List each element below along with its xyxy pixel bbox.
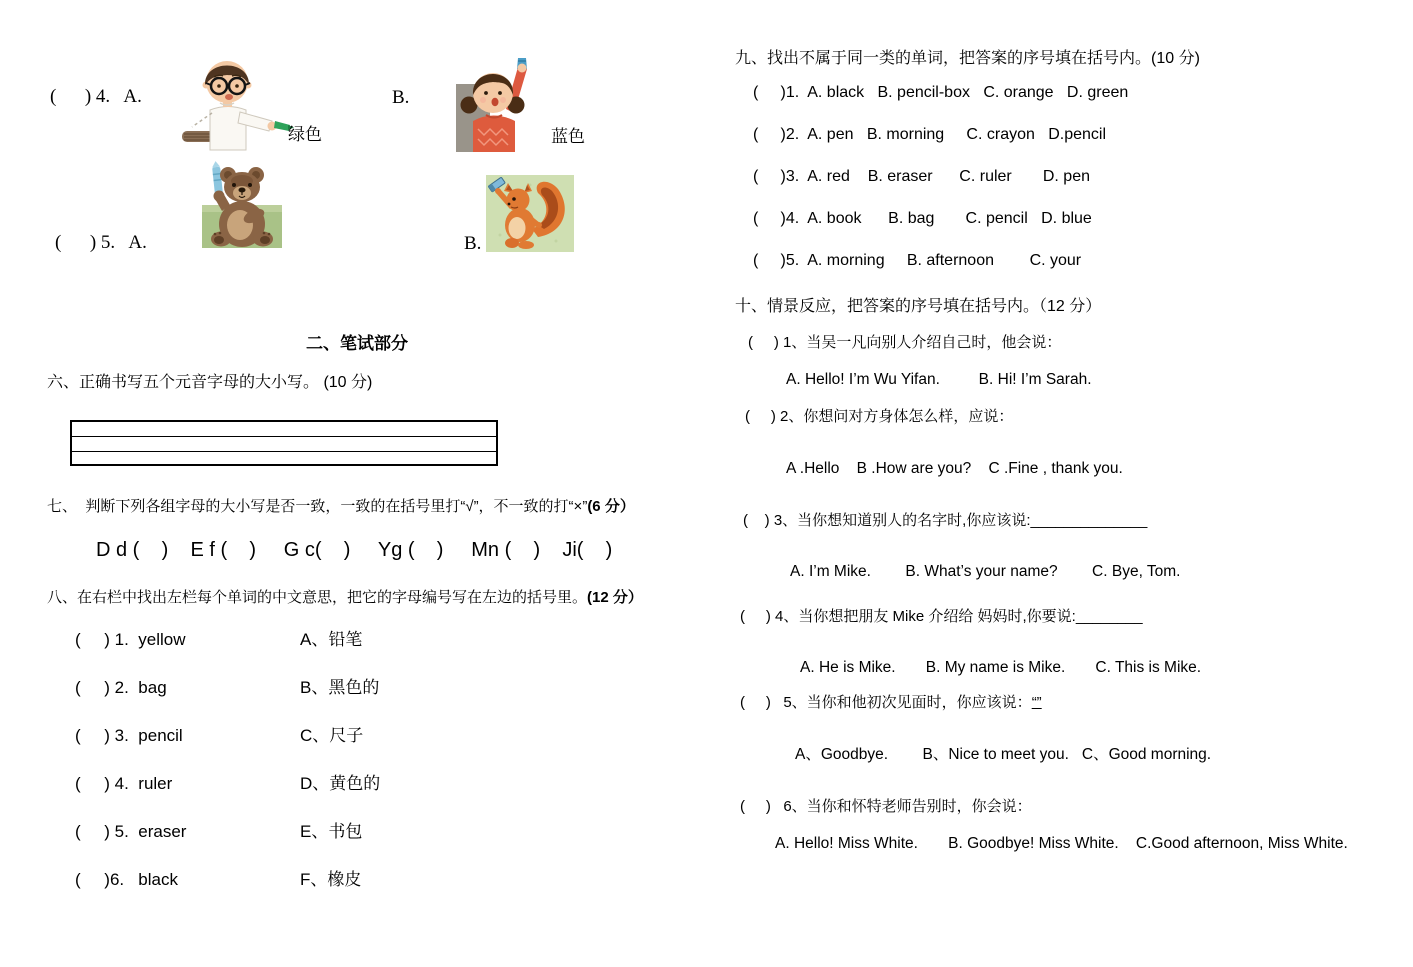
match-word-5: ( ) 5. eraser xyxy=(75,822,187,841)
match-row-1 xyxy=(75,625,362,650)
match-meaning-e: E、书包 xyxy=(300,822,363,841)
situation-q5-text: ( ) 5、当你和他初次见面时，你应该说： xyxy=(740,694,1032,711)
match-row-4 xyxy=(75,769,380,794)
writing-line-2 xyxy=(72,451,496,452)
section-10-header: 十、情景反应，把答案的序号填在括号内。（12 分） xyxy=(735,298,1102,315)
boy-illustration-svg xyxy=(180,53,295,153)
situation-q1: ( ) 1、当吴一凡向别人介绍自己时，他会说： xyxy=(748,334,1062,351)
match-meaning-b: B、黑色的 xyxy=(300,678,380,697)
handwriting-lines-box xyxy=(70,420,498,466)
listening-q5-option-b: B. xyxy=(464,233,482,254)
girl-blue-crayon-illustration xyxy=(456,57,550,152)
situation-q5-quote-blank: “” xyxy=(1031,694,1042,711)
situation-q2-options: A .Hello B .How are you? C .Fine , thank you. xyxy=(786,460,1123,477)
match-meaning-c: C、尺子 xyxy=(300,726,364,745)
match-row-6 xyxy=(75,865,361,890)
blue-color-label: 蓝色 xyxy=(551,127,585,146)
match-word-6: ( )6. black xyxy=(75,870,178,889)
match-word-3: ( ) 3. pencil xyxy=(75,726,183,745)
section-8-header xyxy=(47,589,643,608)
section-8-header-text: 八、在右栏中找出左栏每个单词的中文意思，把它的字母编号写在左边的括号里。 xyxy=(47,589,588,606)
match-meaning-d: D、黄色的 xyxy=(300,774,381,793)
bear-illustration-svg xyxy=(202,161,282,248)
written-part-title: 二、笔试部分 xyxy=(306,334,408,353)
match-word-2: ( ) 2. bag xyxy=(75,678,167,697)
situation-q5-options: A、Goodbye. B、Nice to meet you. C、Good morning. xyxy=(795,746,1212,763)
situation-q5 xyxy=(740,694,1042,713)
situation-q3-options: A. I’m Mike. B. What’s your name? C. Bye, Tom. xyxy=(790,563,1181,580)
match-row-5 xyxy=(75,817,362,842)
match-word-4: ( ) 4. ruler xyxy=(75,774,173,793)
situation-q1-options: A. Hello! I’m Wu Yifan. B. Hi! I’m Sarah. xyxy=(786,371,1092,388)
situation-q6-options: A. Hello! Miss White. B. Goodbye! Miss White. C.Good afternoon, Miss White. xyxy=(775,835,1348,852)
match-row-3 xyxy=(75,721,363,746)
girl-illustration-svg xyxy=(456,57,550,152)
situation-q2: ( ) 2、你想问对方身体怎么样，应说： xyxy=(745,408,1014,425)
match-word-1: ( ) 1. yellow xyxy=(75,630,186,649)
writing-line-1 xyxy=(72,436,496,437)
match-meaning-f: F、橡皮 xyxy=(300,870,362,889)
situation-q4-options: A. He is Mike. B. My name is Mike. C. This is Mike. xyxy=(800,659,1202,676)
boy-green-crayon-illustration xyxy=(180,53,295,153)
squirrel-illustration-svg xyxy=(486,175,574,252)
listening-q5-label: ( ) 5. A. xyxy=(55,232,147,253)
listening-q4-label: ( ) 4. A. xyxy=(50,86,142,107)
listening-q4-option-b: B. xyxy=(392,87,410,108)
odd-one-out-item-5: ( )5. A. morning B. afternoon C. your xyxy=(753,252,1082,269)
odd-one-out-item-1: ( )1. A. black B. pencil-box C. orange D. green xyxy=(753,84,1129,101)
section-9-header: 九、找出不属于同一类的单词，把答案的序号填在括号内。(10 分) xyxy=(735,50,1200,67)
match-row-2 xyxy=(75,673,379,698)
section-8-score: (12 分） xyxy=(587,589,643,606)
green-color-label: 绿色 xyxy=(288,125,322,144)
squirrel-blue-crayon-illustration xyxy=(486,175,574,252)
match-meaning-a: A、铅笔 xyxy=(300,630,363,649)
section-7-letter-pairs: D d ( ) E f ( ) G c( ) Yg ( ) Mn ( ) Ji( ) xyxy=(96,539,613,561)
situation-q3: ( ) 3、当你想知道别人的名字时,你应该说:______________ xyxy=(743,512,1148,529)
odd-one-out-item-2: ( )2. A. pen B. morning C. crayon D.pencil xyxy=(753,126,1107,143)
section-6-header: 六、正确书写五个元音字母的大小写。 (10 分) xyxy=(47,374,373,391)
section-7-header-text: 七、 判断下列各组字母的大小写是否一致，一致的在括号里打“√”，不一致的打“×” xyxy=(47,498,588,515)
section-7-score: (6 分） xyxy=(587,498,635,515)
odd-one-out-item-4: ( )4. A. book B. bag C. pencil D. blue xyxy=(753,210,1092,227)
situation-q4: ( ) 4、当你想把朋友 Mike 介绍给 妈妈时,你要说:________ xyxy=(740,608,1143,625)
section-7-header xyxy=(47,498,635,517)
odd-one-out-item-3: ( )3. A. red B. eraser C. ruler D. pen xyxy=(753,168,1090,185)
bear-blue-crayon-illustration xyxy=(202,161,282,248)
situation-q6: ( ) 6、当你和怀特老师告别时，你会说： xyxy=(740,798,1032,815)
